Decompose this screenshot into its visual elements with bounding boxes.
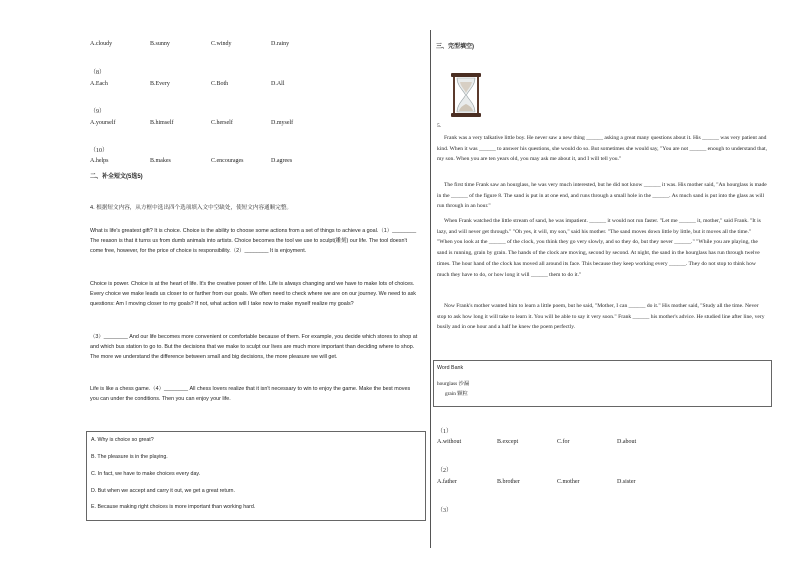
choice-item[interactable]: E. Because making right choices is more important than working hard. (91, 504, 256, 510)
instruction: 4. 根据短文内容，从方框中选出四个选项填入文中空缺处，使短文内容通顺完整。 (90, 205, 293, 211)
column-divider (430, 30, 431, 548)
option-c[interactable]: C.encourages (211, 158, 244, 164)
question-label: （10） (90, 148, 109, 154)
passage-paragraph: Frank was a very talkative little boy. He never saw a new thing ______ asking a great many questions about it. His ______ was very patient and kind. When it was ______ to answer his questions, she would do so. But sometimes she would say, "You are not ______ enough to understand that, my son. When you are ten years old, you may ask me about it, and I will tell you." (437, 135, 768, 163)
question-label: （9） (90, 109, 106, 115)
word-bank-entry: grain 颗粒 (445, 391, 468, 397)
question-label: （3） (437, 508, 453, 514)
option-d[interactable]: D.myself (271, 120, 294, 126)
option-b[interactable]: B.except (497, 439, 519, 445)
passage-paragraph: Choice is power. Choice is at the heart of life. It's the creative power of life. Life is always changing and we have to make lots of choices. Every choice we make leads us closer to or farther from our goals. We often need to check where we are on our journey. We need to ask questions: Am I moving closer to my goals? If not, what action will I take now to make myself realize my goals? (90, 281, 416, 307)
question-label: （1） (437, 429, 453, 435)
option-b[interactable]: B.Every (150, 81, 170, 87)
option-a[interactable]: A.cloudy (90, 41, 113, 47)
choice-box (86, 431, 426, 521)
option-a[interactable]: A.father (437, 479, 457, 485)
passage-paragraph: （3）________ And our life becomes more convenient or comfortable because of them. For example, you decide which stores to shop at and which bus station to go to. But the decisions that we make to sculpt our lives are much more important than deciding where to shop. The more we understand the difference between small and big decisions, the more pleasure we will get. (90, 334, 418, 360)
option-c[interactable]: C.windy (211, 41, 232, 47)
word-bank-title: Word Bank (437, 365, 464, 371)
option-d[interactable]: D.agrees (271, 158, 293, 164)
option-b[interactable]: B.himself (150, 120, 174, 126)
option-a[interactable]: A.Each (90, 81, 108, 87)
question-label: （8） (90, 70, 106, 76)
option-c[interactable]: C.Both (211, 81, 229, 87)
option-b[interactable]: B.brother (497, 479, 520, 485)
option-a[interactable]: A.yourself (90, 120, 116, 126)
choice-item[interactable]: A. Why is choice so great? (91, 437, 154, 443)
hourglass-image (449, 72, 483, 118)
option-a[interactable]: A.without (437, 439, 462, 445)
passage-paragraph: When Frank watched the little stream of sand, he was impatient. ______ it would not run faster. "Let me ______ it, mother," said Frank. "It is lazy, and will never get through." "Oh yes, it will, my son," said his mother. "The sand moves down little by little, but it moves all the time." "When you look at the ______ of the clock, you think they go very slowly, and so they do, but they never ______." "While you are playing, the sand is running, grain by grain. The hands of the clock are moving, second by second. At night, the sand in the hourglass has run through twelve times. The hour hand of the clock has moved all around its face. This because they keep working every ______. They do not stop to think how much they have to do, or how long it will ______ them to do it." (437, 218, 761, 278)
passage-paragraph: The first time Frank saw an hourglass, he was very much interested, but he did not know ______ it was. His mother said, "An hourglass is made in the ______ of the figure 8. The sand is put in at one end, and runs through a small hole in the ______. As much sand is put into the glass as will run through in an hour." (437, 182, 767, 210)
word-bank-box (433, 360, 772, 407)
word-bank-entry: hourglass 沙漏 (437, 381, 470, 387)
option-a[interactable]: A.helps (90, 158, 109, 164)
choice-item[interactable]: B. The pleasure is in the playing. (91, 454, 168, 460)
choice-item[interactable]: D. But when we accept and carry it out, we get a great return. (91, 488, 235, 494)
option-d[interactable]: D.sister (617, 479, 636, 485)
option-c[interactable]: C.herself (211, 120, 233, 126)
question-number: 5. (437, 123, 442, 129)
section-title: 二、补全短文(5选5) (90, 174, 143, 180)
passage-paragraph: Life is like a chess game.（4）________ All chess lovers realize that it isn't necessary to win to enjoy the game. Make the best moves you can under the conditions. Then you can enjoy your life. (90, 386, 411, 402)
option-c[interactable]: C.for (557, 439, 570, 445)
option-d[interactable]: D.about (617, 439, 637, 445)
passage-paragraph: Now Frank's mother wanted him to learn a little poem, but he said, "Mother, I can ______ do it." His mother said, "Study all the time. Never stop to ask how long it will take to learn it. You will be able to say it very soon." Frank ______ his mother's advice. He studied line after line, very busily and in one hour and a half he knew the poem perfectly. (437, 303, 765, 331)
option-d[interactable]: D.All (271, 81, 285, 87)
section-title: 三、完型填空) (436, 44, 474, 50)
option-b[interactable]: B.sunny (150, 41, 170, 47)
passage-paragraph: What is life's greatest gift? It is choice. Choice is the ability to choose some actions from a set of things to achieve a goal.（1）________ The reason is that it turns us from dumb animals into artists. Choice becomes the tool we use to sculpt(雕刻) our life. The tool doesn't come free, however, for the price of choice is responsibility.（2）________ It is enjoyment. (90, 228, 417, 254)
choice-item[interactable]: C. In fact, we have to make choices every day. (91, 471, 201, 477)
option-b[interactable]: B.makes (150, 158, 171, 164)
option-d[interactable]: D.rainy (271, 41, 290, 47)
question-label: （2） (437, 468, 453, 474)
option-c[interactable]: C.mother (557, 479, 580, 485)
